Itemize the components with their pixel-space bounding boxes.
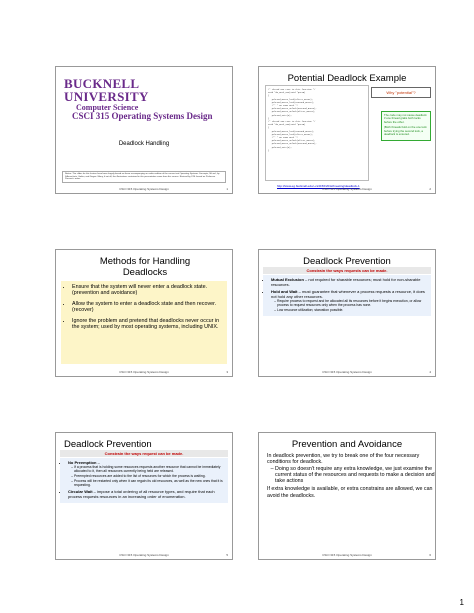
slide-number: 3 <box>226 370 228 374</box>
slide-footer: CSCI 315 Operating Systems Design <box>119 370 169 374</box>
bullet-heading: Mutual Exclusion <box>271 277 304 282</box>
slide-3 <box>55 249 233 377</box>
list-item <box>271 289 429 312</box>
slide-title: Deadlock Prevention <box>303 256 391 267</box>
list-item <box>271 277 429 287</box>
code-listing: /* thread one runs in this function */ void *do_work_one(void *param) { pthread_mutex_lock(&first_mutex); pthread_mutex_lock(&second_mutex); /** * Do some work */ pthread_mutex_unlock(&second_mutex); pthread_mutex_unlock(&first_mutex); pthread_exit(0); } /* thread two runs in this function */ void *do_work_two(void *param) { pthread_mutex_lock(&second_mutex); pthread_mutex_lock(&first_mutex); /** * Do some work */ pthread_mutex_unlock(&first_mutex); pthread_mutex_unlock(&second_mutex); pthread_exit(0); } <box>265 85 369 181</box>
bullet-box <box>60 458 228 503</box>
bullet-text: – must guarantee that whenever a process requests a resource, it does not hold any other resources. <box>271 289 425 299</box>
slide-number: 1 <box>226 187 228 191</box>
slide-number: 2 <box>429 187 431 191</box>
sub-item: – Preempted resources are added to the list of resources for which the process is waiting. <box>74 474 226 478</box>
slide-footer: CSCI 315 Operating Systems Design <box>119 553 169 557</box>
course-title: CSCI 315 Operating Systems Design <box>72 111 213 121</box>
note-text-1: The code may not cause deadlock if one thread grabs both locks before the other. <box>384 113 427 124</box>
list-item: • Allow the system to enter a deadlock state and then recover. (recover) <box>72 301 225 314</box>
slide-title: Potential Deadlock Example <box>287 73 407 84</box>
slide-4 <box>258 249 436 377</box>
bullet-heading: No Preemption <box>68 460 97 465</box>
logo-university-name: BUCKNELL UNIVERSITY <box>64 76 149 104</box>
bullet-text: In deadlock prevention, we try to break one of the four necessary conditions for deadlock. <box>267 453 420 466</box>
bullet-list <box>259 453 435 499</box>
reference-link[interactable]: http://www.eg.bucknell.edu/~cs315/F2012/meeting/deadlock-1 <box>277 184 360 188</box>
slide-number: 6 <box>429 553 431 557</box>
bullet-heading: Hold and Wait <box>271 289 298 294</box>
copyright-notice: Notice: The slides for this lecture have been largely based on those accompanying an earlier edition of the course text Operating Systems Concepts, 9th ed., by Silberschatz, Galvin, and Gagne. Many, if not all, the illustrations contained in this presentation come from this source. Revised by X.M. based on Professor Perrone's notes. <box>62 171 226 183</box>
bullet-text: – impose a total ordering of all resource types, and require that each process requests resources in an increasing order of enumeration. <box>68 489 215 500</box>
slide-footer: CSCI 315 Operating Systems Design <box>322 553 372 557</box>
list-item: • If extra knowledge is available, or extra constrains are allowed, we can avoid the deadlocks. <box>267 486 435 499</box>
sub-item: – Low resource utilization; starvation possible. <box>277 308 429 312</box>
sub-item: – Doing so doesn't require any extra knowledge, we just examine the current status of the resources and requests to make a decision and take actions <box>275 466 435 485</box>
bullet-box <box>263 275 431 316</box>
slide-5 <box>55 432 233 560</box>
list-item: • Ensure that the system will never enter a deadlock state. (prevention and avoidance) <box>72 284 225 297</box>
slide-subtitle: Deadlock Handling <box>118 141 170 147</box>
logo-department: Computer Science <box>76 103 139 112</box>
slide-footer: CSCI 315 Operating Systems Design <box>119 187 169 191</box>
slide-footer: CSCI 315 Operating Systems Design <box>322 187 372 191</box>
constraint-banner: Constrain the ways request can be made. <box>60 450 228 457</box>
university-logo <box>64 77 226 112</box>
bullet-text: – <box>96 460 100 465</box>
sub-item: – Process will be restarted only when it can regain its old resources, as well as the new ones that it is requesting. <box>74 479 226 487</box>
sub-item: – If a process that is holding some resources requests another resource that cannot be immediately allocated to it, then all resources currently being held are released. <box>74 465 226 473</box>
slide-title: Methods for Handling Deadlocks <box>99 256 191 278</box>
page-number: 1 <box>459 598 464 607</box>
slide-6 <box>258 432 436 560</box>
bullet-text: – not required for sharable resources; must hold for non-sharable resources. <box>271 277 421 287</box>
bullet-box <box>61 281 227 364</box>
slide-1 <box>55 66 233 194</box>
slide-title: Deadlock Prevention <box>64 439 152 450</box>
slide-footer: CSCI 315 Operating Systems Design <box>322 370 372 374</box>
list-item <box>267 453 435 484</box>
slide-number: 4 <box>429 370 431 374</box>
sub-item: – Require process to request and be allocated all its resources before it begins execution, or allow process to request resources only when the process has none. <box>277 299 429 307</box>
slide-2 <box>258 66 436 194</box>
slide-title: Prevention and Avoidance <box>291 439 403 450</box>
bullet-heading: Circular Wait <box>68 489 93 495</box>
list-item <box>68 489 226 499</box>
callout-note <box>381 111 431 141</box>
note-text-2: (Both threads hold on the one lock before trying the second lock, a deadlock is ensured. <box>384 125 427 137</box>
slide-number: 5 <box>226 553 228 557</box>
list-item <box>68 460 226 487</box>
constraint-banner: Constrain the ways requests can be made. <box>263 267 431 274</box>
callout-question: Why "potential"? <box>371 87 431 98</box>
list-item: • Ignore the problem and pretend that deadlocks never occur in the system; used by most operating systems, including UNIX. <box>72 318 225 331</box>
